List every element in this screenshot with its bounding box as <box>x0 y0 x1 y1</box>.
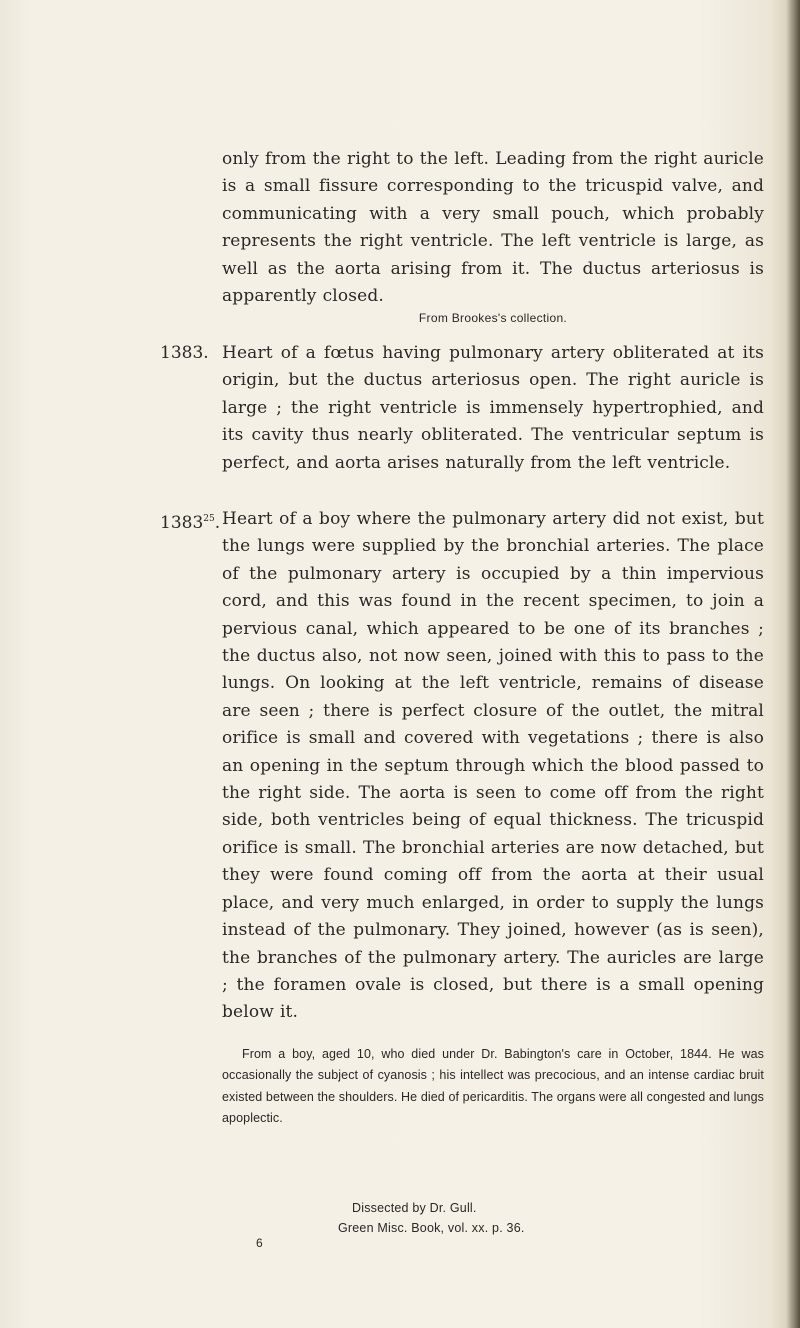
entry-1383-text: Heart of a fœtus having pulmonary artery obliterated at its origin, but the ductus arteriosus open. The right auricle is large ; the right ventricle is immensely hypertrophied, and its cavity thus nearly obliterated. The ventricular septum is perfect, and aorta arises naturally from the left ventricle. <box>222 343 764 473</box>
book-spine-shadow <box>786 0 800 1328</box>
entry-number-main: 1383 <box>160 513 204 533</box>
continuation-paragraph: only from the right to the left. Leading from the right auricle is a small fissure corresponding to the tricuspid valve, and communicating with a very small pouch, which probably represents the right ventricle. The left ventricle is large, as well as the aorta arising from it. The ductus arteriosus is apparently closed. <box>222 149 764 307</box>
case-note-text: From a boy, aged 10, who died under Dr. Babington's care in October, 1844. He was occasionally the subject of cyanosis ; his intellect was precocious, and an intense cardiac bruit existed between the shoulders. He died of pericarditis. The organs were all congested and lungs apoplectic. <box>222 1047 764 1126</box>
page-number: 6 <box>256 1236 263 1250</box>
reference-line: Green Misc. Book, vol. xx. p. 36. <box>338 1221 525 1235</box>
entry-1383-25-case-note <box>222 1044 764 1130</box>
dissected-by-line: Dissected by Dr. Gull. <box>352 1201 477 1215</box>
continuation-source: From Brookes's collection. <box>418 311 568 325</box>
entry-number-suffix: . <box>214 513 221 533</box>
entry-number-1383: 1383. <box>160 343 209 363</box>
entry-1383-25-text: Heart of a boy where the pulmonary artery did not exist, but the lungs were supplied by the bronchial arteries. The place of the pulmonary artery is occupied by a thin impervious cord, and this was found in the recent specimen, to join a pervious canal, which appeared to be one of its branches ; the ductus also, not now seen, joined with this to pass to the lungs. On looking at the left ventricle, remains of disease are seen ; there is perfect closure of the outlet, the mitral orifice is small and covered with vegetations ; there is also an opening in the septum through which the blood passed to the right side. The aorta is seen to come off from the right side, both ventricles being of equal thickness. The tricuspid orifice is small. The bronchial arteries are now detached, but they were found coming off from the aorta at their usual place, and very much enlarged, in order to supply the lungs instead of the pulmonary. They joined, however (as is seen), the branches of the pulmonary artery. The auricles are large ; the foramen ovale is closed, but there is a small opening below it. <box>222 509 764 1023</box>
entry-number-superscript: 25 <box>203 514 215 524</box>
entry-number-1383-25 <box>160 506 220 537</box>
